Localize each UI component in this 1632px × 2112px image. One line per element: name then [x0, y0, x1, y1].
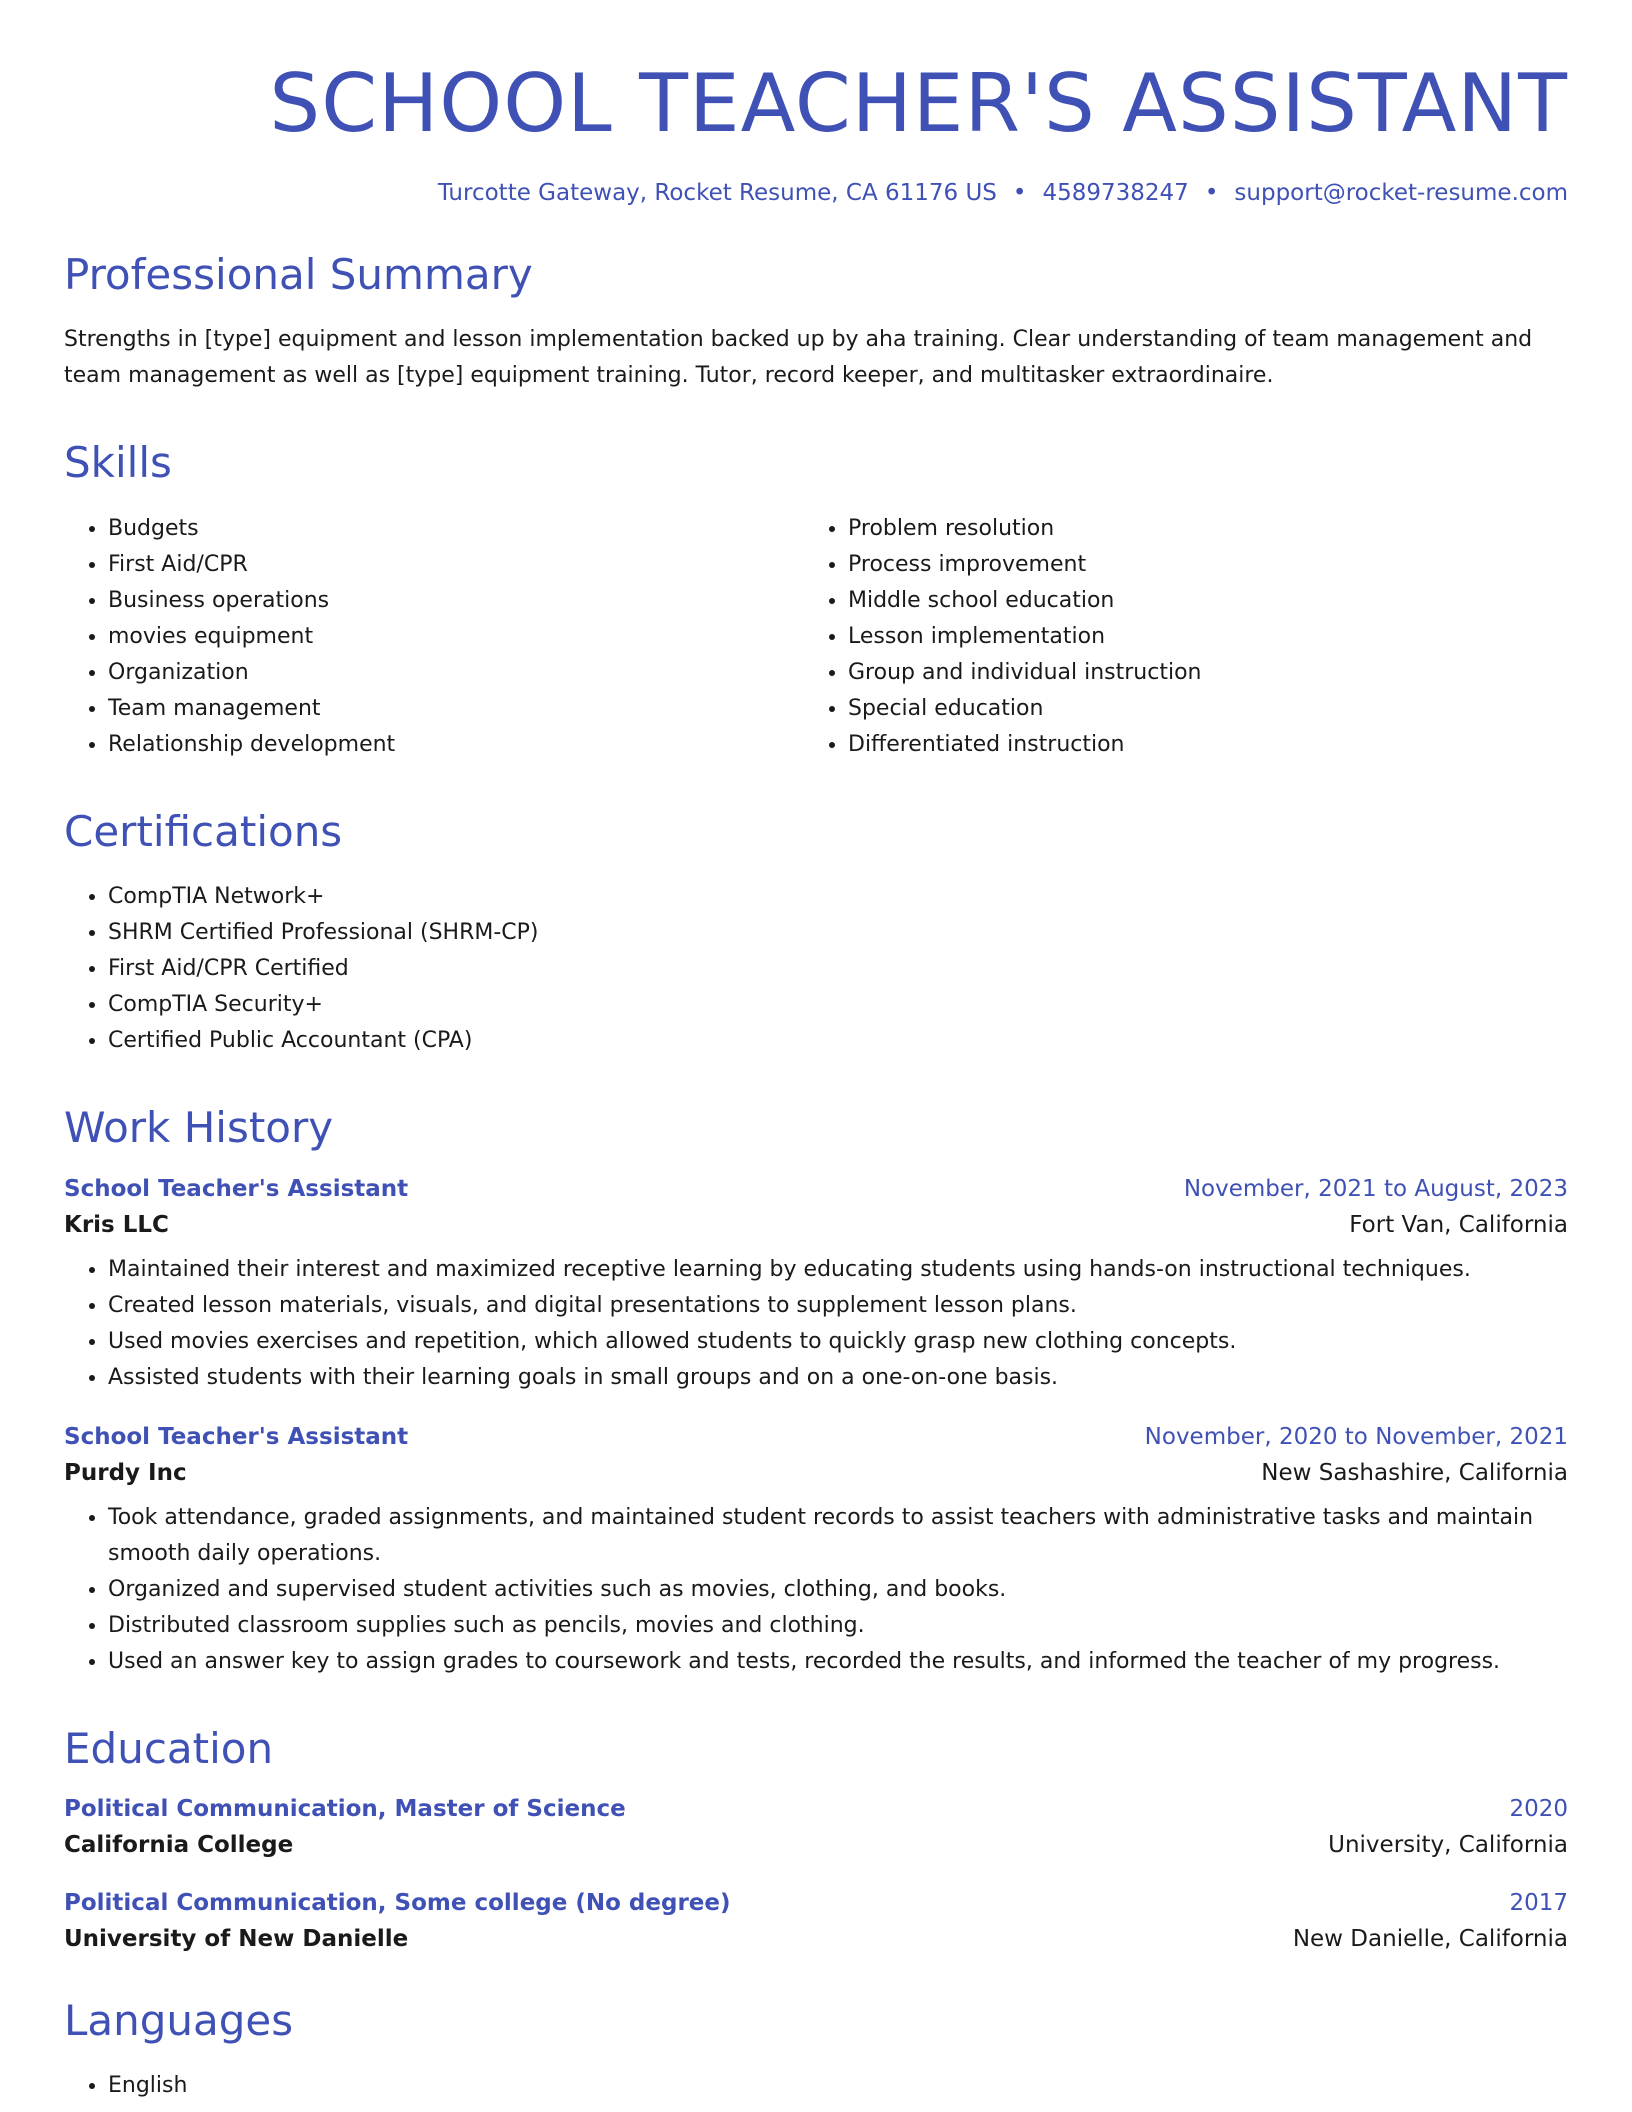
skill-item: • movies equipment	[108, 619, 804, 655]
education-entry	[64, 1890, 1568, 1952]
education-school: California College	[64, 1831, 294, 1858]
education-entry	[64, 1796, 1568, 1858]
job-bullets	[64, 1252, 1568, 1396]
education-year: 2020	[1509, 1795, 1568, 1822]
skill-item: • Process improvement	[848, 547, 1544, 583]
skill-item: • Team management	[108, 691, 804, 727]
contact-separator: •	[1204, 180, 1219, 206]
job-location: Fort Van, California	[1349, 1211, 1568, 1238]
skill-item: • Relationship development	[108, 727, 804, 763]
contact-phone: 4589738247	[1042, 180, 1189, 206]
summary-section	[64, 250, 1568, 394]
job-company-row	[64, 1212, 1568, 1238]
languages-list	[64, 2068, 1568, 2104]
contact-address: Turcotte Gateway, Rocket Resume, CA 61176 US	[437, 180, 997, 206]
education-location: New Danielle, California	[1292, 1925, 1568, 1952]
job-bullet: • Used movies exercises and repetition, which allowed students to quickly grasp new clothing concepts.	[108, 1324, 1568, 1360]
certification-item: • CompTIA Security+	[108, 987, 1568, 1023]
job-dates: November, 2020 to November, 2021	[1144, 1423, 1568, 1450]
skills-list-left	[64, 511, 804, 763]
job-title-row	[64, 1176, 1568, 1202]
job-entry	[64, 1424, 1568, 1680]
skills-column-right	[804, 511, 1544, 763]
job-bullet: • Assisted students with their learning goals in small groups and on a one-on-one basis.	[108, 1360, 1568, 1396]
skill-item: • First Aid/CPR	[108, 547, 804, 583]
skills-heading: Skills	[64, 438, 172, 488]
job-bullet: • Organized and supervised student activities such as movies, clothing, and books.	[108, 1572, 1568, 1608]
job-bullet: • Maintained their interest and maximized receptive learning by educating students using hands-on instructional techniques.	[108, 1252, 1568, 1288]
contact-email: support@rocket-resume.com	[1234, 180, 1568, 206]
skill-item: • Lesson implementation	[848, 619, 1544, 655]
job-bullet: • Took attendance, graded assignments, and maintained student records to assist teachers with administrative tasks and maintain smooth daily operations.	[108, 1500, 1568, 1572]
certification-item: • First Aid/CPR Certified	[108, 951, 1568, 987]
skill-item: • Problem resolution	[848, 511, 1544, 547]
certifications-heading: Certifications	[64, 806, 343, 856]
certifications-list	[64, 879, 1568, 1059]
education-school: University of New Danielle	[64, 1925, 409, 1952]
summary-text: Strengths in [type] equipment and lesson implementation backed up by aha training. Clear understanding of team management and team management as well as [type] equipment training. Tutor, record keeper, and multitasker extraordinaire.	[64, 327, 1533, 389]
job-company: Purdy Inc	[64, 1459, 187, 1486]
education-degree: Political Communication, Some college (No degree)	[64, 1889, 731, 1916]
job-bullets	[64, 1500, 1568, 1680]
work-history-section	[64, 1103, 1568, 1679]
certification-item: • Certified Public Accountant (CPA)	[108, 1023, 1568, 1059]
education-school-row	[64, 1832, 1568, 1858]
education-degree: Political Communication, Master of Science	[64, 1795, 626, 1822]
education-location: University, California	[1328, 1831, 1568, 1858]
skill-item: • Budgets	[108, 511, 804, 547]
skills-section	[64, 438, 1568, 762]
candidate-name: SCHOOL TEACHER'S ASSISTANT	[269, 57, 1568, 150]
skill-item: • Special education	[848, 691, 1544, 727]
job-role: School Teacher's Assistant	[64, 1423, 409, 1450]
education-heading: Education	[64, 1723, 274, 1773]
language-item: • English	[108, 2068, 1568, 2104]
job-bullet: • Distributed classroom supplies such as pencils, movies and clothing.	[108, 1608, 1568, 1644]
job-entry	[64, 1176, 1568, 1396]
skill-item: • Middle school education	[848, 583, 1544, 619]
job-title-row	[64, 1424, 1568, 1450]
skills-columns	[64, 511, 1568, 763]
job-location: New Sashashire, California	[1261, 1459, 1568, 1486]
resume-header	[64, 54, 1568, 206]
education-degree-row	[64, 1890, 1568, 1916]
skill-item: • Differentiated instruction	[848, 727, 1544, 763]
skills-list-right	[804, 511, 1544, 763]
work-history-heading: Work History	[64, 1103, 334, 1153]
skill-item: • Organization	[108, 655, 804, 691]
job-bullet: • Created lesson materials, visuals, and digital presentations to supplement lesson plans.	[108, 1288, 1568, 1324]
education-year: 2017	[1509, 1889, 1568, 1916]
contact-separator: •	[1012, 180, 1027, 206]
education-school-row	[64, 1926, 1568, 1952]
education-section	[64, 1724, 1568, 1952]
skill-item: • Business operations	[108, 583, 804, 619]
education-degree-row	[64, 1796, 1568, 1822]
job-role: School Teacher's Assistant	[64, 1175, 409, 1202]
contact-line	[64, 180, 1568, 206]
certification-item: • CompTIA Network+	[108, 879, 1568, 915]
job-company: Kris LLC	[64, 1211, 169, 1238]
skills-column-left	[64, 511, 804, 763]
job-dates: November, 2021 to August, 2023	[1183, 1175, 1568, 1202]
job-company-row	[64, 1460, 1568, 1486]
certification-item: • SHRM Certified Professional (SHRM-CP)	[108, 915, 1568, 951]
languages-heading: Languages	[64, 1995, 294, 2045]
summary-heading: Professional Summary	[64, 250, 533, 299]
languages-section	[64, 1996, 1568, 2104]
skill-item: • Group and individual instruction	[848, 655, 1544, 691]
certifications-section	[64, 807, 1568, 1059]
job-bullet: • Used an answer key to assign grades to coursework and tests, recorded the results, and informed the teacher of my progress.	[108, 1644, 1568, 1680]
